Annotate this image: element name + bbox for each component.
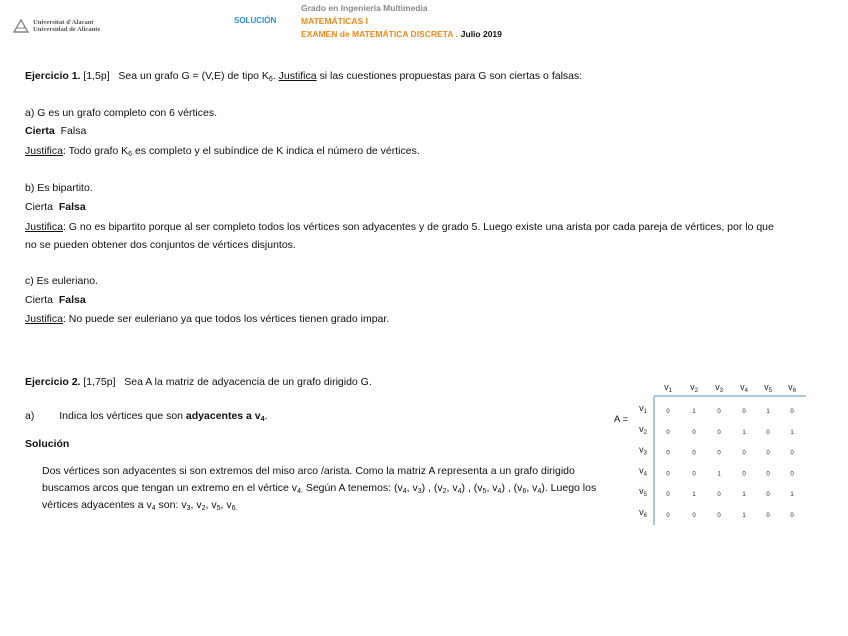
result-1: 3 — [186, 505, 191, 512]
ex2-sol-1: Dos vértices son adyacentes si son extremos del miso arco /arista. Como la matriz A representa a un grafo dirigido buscamos arcos que tengan un extremo en el vértice v — [42, 465, 575, 494]
matrix-cell: 0 — [742, 471, 746, 478]
matrix-row-header: $v_5$ — [639, 486, 647, 499]
matrix-cell: 0 — [666, 429, 670, 436]
adjacency-matrix — [634, 380, 806, 525]
matrix-col-header: $v_1$ — [664, 382, 672, 394]
matrix-row-header: $v_6$ — [639, 507, 647, 519]
ex1-b-just-label: Justifica — [25, 221, 63, 233]
matrix-row-header: $v_2$ — [639, 423, 647, 436]
matrix-cell: 0 — [742, 409, 746, 415]
subject-title: MATEMÁTICAS I — [301, 16, 368, 26]
ex1-b-falsa: Falsa — [58, 201, 86, 213]
university-logo — [13, 16, 111, 36]
ex1-c-just-label: Justifica — [25, 313, 63, 325]
ex1-title: Ejercicio 1. — [25, 70, 81, 82]
ex2-title: Ejercicio 2. — [25, 376, 81, 388]
matrix-cell: 1 — [742, 492, 746, 499]
ex1-prompt-a: Sea un grafo G = (V,E) de tipo K — [118, 70, 269, 82]
matrix-row-header: $v_4$ — [639, 465, 647, 478]
ex1-a-justification — [25, 145, 420, 157]
ex2-sol-3-sub: 4 — [151, 505, 156, 512]
matrix-cell: 0 — [666, 492, 670, 499]
ex1-b-just-text: : G no es bipartito porque al ser completo todos los vértices son adyacentes y de grado 5. Luego existe una arista por cada pareja de vértices, por lo que no se pueden obtener dos conjuntos de vértices disjuntos. — [25, 221, 774, 251]
ex1-a-options — [25, 125, 86, 137]
ex2-a-bold: adyacentes a v — [185, 410, 261, 422]
matrix-cell: 0 — [790, 471, 794, 478]
ex2-solution-text: Dos vértices son adyacentes si son extremos del miso arco /arista. Como la matriz A representa a un grafo dirigido buscamos arcos que tengan un extremo en el vértice $v_{4.}$ Según A tenemos: ($v_4$, $v_3$) , ($v_2$, $v_4$) , ($v_5$, $v_4$) , ($v_6$, $v_4$). Luego los vértices adyacentes a $v_4$ son: $v_3$, $v_2$, $v_5$, $v_{6.}$ — [42, 465, 597, 512]
arc-3-b: 4 — [497, 488, 502, 495]
matrix-cell: 1 — [790, 492, 794, 499]
ex1-a-falsa: Falsa — [60, 125, 87, 137]
arc-4-b: 4 — [537, 488, 542, 495]
matrix-label: A = — [614, 414, 628, 425]
matrix-cell: 0 — [766, 513, 770, 519]
ex1-a-question: a) G es un grafo completo con 6 vértices. — [25, 107, 218, 119]
matrix-cell: 1 — [790, 429, 794, 436]
matrix-cell: 0 — [790, 450, 794, 457]
arc-1-a: 4 — [402, 488, 407, 495]
ex2-a-question — [25, 410, 267, 422]
ex1-b-options — [25, 201, 86, 213]
arc-2-b: 4 — [457, 488, 462, 495]
ex2-a-end: . — [264, 410, 268, 422]
ex2-a-sub: 4 — [260, 416, 265, 423]
matrix-col-header: $v_2$ — [690, 382, 698, 394]
solution-tag: SOLUCIÓN — [234, 16, 277, 25]
ex1-a-just-sub: 6 — [128, 151, 133, 158]
matrix-cell: 0 — [692, 471, 696, 478]
exam-title — [301, 29, 502, 39]
ex2-prompt: Sea A la matriz de adyacencia de un grafo dirigido G. — [124, 376, 372, 388]
ex1-a-cierta: Cierta — [25, 125, 55, 137]
matrix-col-header: $v_4$ — [740, 382, 748, 394]
ex1-c-falsa: Falsa — [58, 294, 86, 306]
logo-line-1: Universitat d'Alacant — [33, 18, 94, 26]
matrix-cell: 0 — [666, 409, 670, 415]
ex2-solution-label: Solución — [25, 438, 70, 450]
matrix-cell: 0 — [692, 513, 696, 519]
ex1-prompt-justifica: Justifica — [278, 70, 317, 82]
matrix-cell: 1 — [717, 471, 721, 478]
exam-date: Julio 2019 — [460, 29, 502, 39]
ex2-a-text: Indica los vértices que son — [59, 410, 183, 422]
ex1-b-justification — [25, 218, 785, 254]
ex2-a-label: a) — [25, 410, 35, 422]
arc-4-a: 6 — [522, 488, 527, 495]
university-emblem-icon — [13, 19, 29, 33]
ex1-b-cierta: Cierta — [25, 201, 54, 213]
matrix-cell: 1 — [692, 409, 696, 415]
ex2-sol-2: Según A tenemos: (v — [302, 482, 403, 494]
matrix-col-header: $v_3$ — [715, 382, 723, 394]
ex1-points: [1,5p] — [83, 70, 110, 82]
ex1-prompt-b: . — [272, 70, 276, 82]
ex1-prompt-sub: 6 — [268, 76, 273, 83]
ex1-c-cierta: Cierta — [25, 294, 54, 306]
matrix-cell: 0 — [666, 450, 670, 457]
ex2-sol-4: son: v — [155, 499, 187, 511]
matrix-cell: 1 — [766, 409, 770, 415]
ex1-b-question: b) Es bipartito. — [25, 182, 93, 194]
matrix-cell: 0 — [790, 409, 794, 415]
matrix-cell: 0 — [766, 471, 770, 478]
matrix-cell: 1 — [742, 429, 746, 436]
ex1-c-just-text: : No puede ser euleriano ya que todos los vértices tienen grado impar. — [62, 313, 390, 325]
ex1-c-justification — [25, 313, 389, 325]
matrix-row-header: $v_3$ — [639, 444, 647, 457]
matrix-cell: 1 — [692, 492, 696, 499]
matrix-cell: 0 — [717, 450, 721, 457]
logo-line-2: Universidad de Alicante — [33, 26, 101, 33]
ex1-a-just-2: es completo y el subíndice de K indica el número de vértices. — [134, 145, 420, 157]
ex2-sol-3: . Luego los vértices adyacentes a v — [42, 482, 597, 511]
matrix-cell: 0 — [766, 492, 770, 499]
ex2-sol-1-sub: 4. — [297, 488, 303, 495]
arc-1-b: 3 — [417, 488, 422, 495]
ex2-statement — [25, 376, 372, 388]
ex1-a-just-1: : Todo grafo K — [62, 145, 129, 157]
matrix-col-header: $v_6$ — [788, 382, 796, 394]
ex1-prompt-c: si las cuestiones propuestas para G son ciertas o falsas: — [319, 70, 583, 82]
degree-title: Grado en Ingeniería Multimedia — [301, 3, 428, 13]
ex1-c-question: c) Es euleriano. — [25, 275, 98, 287]
result-4: 6. — [231, 505, 238, 512]
matrix-cell: 0 — [692, 429, 696, 436]
matrix-cell: 0 — [717, 409, 721, 415]
ex1-a-just-label: Justifica — [25, 145, 63, 157]
ex2-points: [1,75p] — [83, 376, 116, 388]
matrix-cell: 0 — [742, 450, 746, 457]
matrix-cell: 0 — [766, 450, 770, 457]
matrix-cell: 0 — [717, 492, 721, 499]
result-3: 5 — [216, 505, 221, 512]
ex1-c-options — [25, 294, 86, 306]
exam-name: EXAMEN de MATEMÁTICA DISCRETA . — [301, 29, 458, 39]
matrix-cell: 1 — [742, 513, 746, 519]
matrix-row-header: $v_1$ — [639, 403, 647, 415]
ex1-statement — [25, 70, 582, 82]
matrix-cell: 0 — [790, 513, 794, 519]
arc-3-a: 5 — [482, 488, 487, 495]
matrix-col-header: $v_5$ — [764, 382, 772, 394]
matrix-cell: 0 — [666, 471, 670, 478]
matrix-cell: 0 — [692, 450, 696, 457]
matrix-cell: 0 — [766, 429, 770, 436]
matrix-cell: 0 — [717, 513, 721, 519]
arc-2-a: 2 — [442, 488, 447, 495]
matrix-cell: 0 — [717, 429, 721, 436]
result-2: 2 — [201, 505, 206, 512]
matrix-cell: 0 — [666, 513, 670, 519]
